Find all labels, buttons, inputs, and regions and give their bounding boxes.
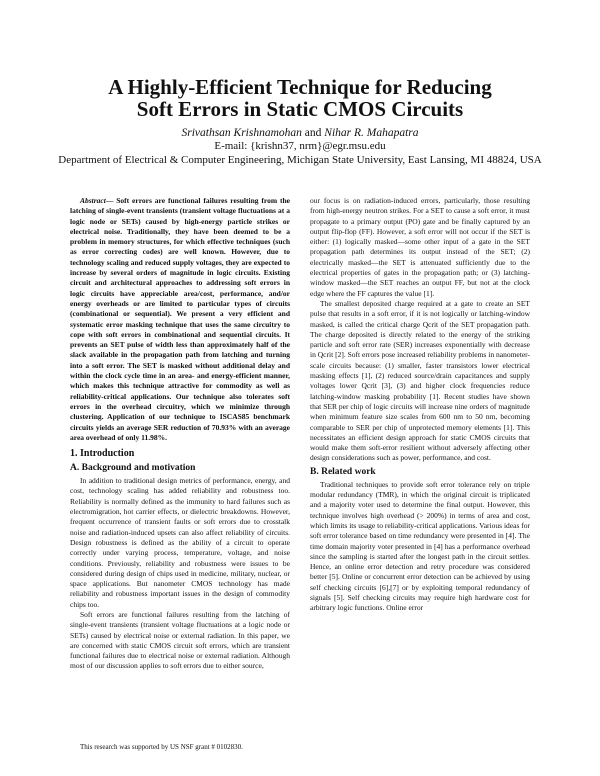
abstract-text: — Soft errors are functional failures resulting from the latching of single-event transients (transient voltage fluctuations at a logic node or SETs) caused by high-energy particle strikes or electrical noise. Traditionally, they have been deemed to be a problem in memory structures, for which effective techniques (such as error correcting codes) are well known. However, due to technology scaling and reduced supply voltages, they are expected to increase by several orders of magnitude in logic circuits. Existing circuit and architectural approaches to addressing soft errors in logic circuits have appreciable area/cost, performance, and/or energy overheads or are limited to particular types of circuits (combinational or sequential). We present a very efficient and systematic error masking technique that uses the same circuitry to cope with soft errors in combinational and sequential circuits. It prevents an SET pulse of width less than approximately half of the slack available in the propagation path from latching and turning into a soft error. The SET is masked without additional delay and within the clock cycle time in an area- and energy-efficient manner, which makes this technique attractive for commodity as well as reliability-critical applications. Our technique also tolerates soft errors in the overhead circuitry, which we minimize through clustering. Application of our technique to ISCAS85 benchmark circuits yields an average SER reduction of 70.93% with an average area overhead of only 11.98%. [70, 196, 290, 442]
section-heading-introduction: 1. Introduction [70, 448, 135, 460]
body-paragraph: Soft errors are functional failures resulting from the latching of single-event transients (transient voltage fluctuations at a logic node or SETs) caused by electrical noise or external radiation. In this paper, we are concerned with static CMOS circuit soft errors, which are transient functional failures due to electrical noise or external radiation. Although most of our discussion applies to soft errors due to either source, [70, 609, 290, 671]
author-email: E-mail: {krishn37, nrm}@egr.msu.edu [214, 140, 386, 152]
paper-title-line2: Soft Errors in Static CMOS Circuits [136, 97, 464, 121]
footnote: This research was supported by US NSF grant # 0102830. [80, 743, 243, 751]
author-separator: and [304, 127, 322, 139]
right-column [310, 196, 530, 614]
body-paragraph: our focus is on radiation-induced errors, particularly, those resulting from high-energy neutron strikes. For a SET to cause a soft error, it must propagate to a primary output (PO) gate and be finally captured by an output flip-flop (FF). However, a soft error will not occur if the SET is either: (1) logically masked—some other input of a gate in the SET propagation path determines its output instead of the SET; (2) electrically masked—the SET is attenuated sufficiently due to the electrical properties of gates in the propagation path; or (3) latching-window masked—the SET reaches an output FF, but not at the clock edge where the FF captures the value [1]. [310, 196, 530, 298]
body-paragraph: In addition to traditional design metrics of performance, energy, and cost, technology scaling has added reliability and robustness too. Reliability is normally defined as the immunity to hard failures such as electromigration, hot carrier effects, or dielectric breakdowns. However, frequent occurrence of transient faults or soft errors due to crosstalk noise and radiation-induced upsets can also affect reliability of circuits. Design robustness is defined as the ability of a circuit to operate correctly under varying process, temperature, voltage, and noise conditions. Previously, reliability and robustness were issues to be considered during design of chips used in medicine, military, nuclear, or space applications. But nanometer CMOS technology has made reliability and robustness important issues in the design of commodity chips too. [70, 476, 290, 609]
author-1: Srivathsan Krishnamohan [181, 127, 302, 139]
authors-line [0, 127, 600, 140]
body-paragraph: The smallest deposited charge required at a gate to create an SET pulse that results in a soft error, if it is not logically or latching-window masked, is called the critical charge Qcrit of the SET propagation path. The charge deposited is directly related to the energy of the striking particle and soft error rate (SER) increases exponentially with decrease in Qcrit [2]. Soft errors pose increased reliability problems in nanometer-scale circuits because: (1) smaller, faster transistors lower electrical masking effects [1], (2) reduced source/drain capacitances and supply voltages lower Qcrit [3], (3) and higher clock frequencies reduce latching-window masking probability [1]. Recent studies have shown that SER per chip of logic circuits will increase nine orders of magnitude when minimum feature size scales from 600 nm to 50 nm, becoming comparable to SER per chip of unprotected memory elements [1]. This necessitates an efficient design approach for static CMOS circuits that would make them soft-error resilient without adversely affecting other design considerations such as power, performance, and cost. [310, 298, 530, 463]
affiliation: Department of Electrical & Computer Engineering, Michigan State University, East Lansing, MI 48824, USA [58, 154, 542, 166]
subsection-heading-related-work: B. Related work [310, 466, 376, 477]
subsection-heading-background: A. Background and motivation [70, 463, 196, 474]
author-2: Nihar R. Mahapatra [324, 127, 419, 139]
paper-title-line1: A Highly-Efficient Technique for Reducing [108, 75, 492, 99]
abstract-label: Abstract [80, 196, 106, 205]
left-column [70, 196, 290, 672]
abstract [70, 196, 290, 443]
body-paragraph: Traditional techniques to provide soft error tolerance rely on triple modular redundancy (TMR), in which the original circuit is triplicated and a majority voter used to determine the final output. However, this technique involves high overhead (> 200%) in terms of area and cost, which limits its usage to reliability-critical applications. Various ideas for soft error tolerance based on time redundancy were presented in [4]. The time domain majority voter presented in [4] has a performance overhead since the sampling is started after the longest path in the circuit settles. Hence, an online error detection and retry procedure was considered better [5]. Online or concurrent error detection can be achieved by using self checking circuits [6],[7] or by exploiting temporal redundancy of signals [5]. Self checking circuits may require high hardware cost for arbitrary logic functions. Online error [310, 479, 530, 613]
